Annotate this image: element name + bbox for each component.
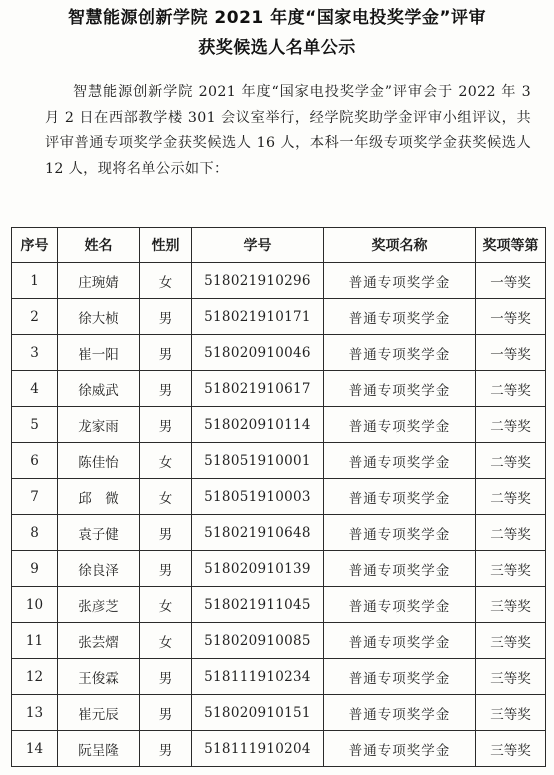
table-row [12,551,546,587]
table-row [12,407,546,443]
cell-index: 12 [12,659,58,695]
cell-name: 崔元辰 [58,695,140,731]
cell-gender: 男 [140,407,192,443]
cell-gender: 男 [140,731,192,767]
cell-award-level: 三等奖 [476,695,546,731]
cell-index: 2 [12,299,58,335]
cell-index: 6 [12,443,58,479]
cell-name: 王俊霖 [58,659,140,695]
cell-gender: 男 [140,371,192,407]
table-row [12,731,546,767]
cell-award-name: 普通专项奖学金 [324,515,476,551]
cell-gender: 女 [140,587,192,623]
header-award-level: 奖项等第 [476,228,546,263]
cell-award-level: 二等奖 [476,443,546,479]
cell-award-level: 二等奖 [476,407,546,443]
cell-award-name: 普通专项奖学金 [324,659,476,695]
table-header-row [12,228,546,263]
cell-award-name: 普通专项奖学金 [324,407,476,443]
cell-award-level: 三等奖 [476,551,546,587]
cell-award-level: 二等奖 [476,371,546,407]
document-subtitle: 获奖候选人名单公示 [198,38,356,58]
cell-award-level: 一等奖 [476,335,546,371]
cell-student-id: 518020910151 [192,695,324,731]
cell-name: 庄琬婧 [58,263,140,299]
cell-gender: 男 [140,695,192,731]
cell-gender: 女 [140,443,192,479]
cell-index: 4 [12,371,58,407]
cell-award-name: 普通专项奖学金 [324,443,476,479]
cell-student-id: 518021910171 [192,299,324,335]
cell-award-name: 普通专项奖学金 [324,695,476,731]
table-row [12,623,546,659]
cell-award-level: 一等奖 [476,263,546,299]
cell-gender: 男 [140,551,192,587]
cell-name: 徐威武 [58,371,140,407]
cell-student-id: 518020910114 [192,407,324,443]
cell-award-name: 普通专项奖学金 [324,299,476,335]
cell-award-level: 三等奖 [476,659,546,695]
cell-award-name: 普通专项奖学金 [324,335,476,371]
table-row [12,443,546,479]
table-row [12,659,546,695]
cell-index: 3 [12,335,58,371]
cell-student-id: 518051910003 [192,479,324,515]
cell-name: 龙家雨 [58,407,140,443]
candidate-table [11,227,546,767]
cell-award-level: 三等奖 [476,731,546,767]
cell-name: 徐大桢 [58,299,140,335]
cell-student-id: 518021910617 [192,371,324,407]
table-row [12,695,546,731]
cell-index: 13 [12,695,58,731]
cell-student-id: 518020910139 [192,551,324,587]
table-row [12,479,546,515]
cell-name: 张彦芝 [58,587,140,623]
table-row [12,335,546,371]
cell-award-name: 普通专项奖学金 [324,587,476,623]
cell-gender: 男 [140,515,192,551]
cell-name: 陈佳怡 [58,443,140,479]
cell-index: 14 [12,731,58,767]
cell-name: 崔一阳 [58,335,140,371]
header-name: 姓名 [58,228,140,263]
cell-name: 张芸熠 [58,623,140,659]
table-row [12,371,546,407]
intro-paragraph: 智慧能源创新学院 2021 年度“国家电投奖学金”评审会于 2022 年 3 月 2 日在西部教学楼 301 会议室举行，经学院奖助学金评审小组评议，共评审普通专项奖学金获奖候选人 16 人，本科一年级专项奖学金获奖候选人 12 人，现将名单公示如下： [45,84,531,177]
cell-student-id: 518021910296 [192,263,324,299]
cell-award-level: 三等奖 [476,587,546,623]
cell-gender: 女 [140,479,192,515]
cell-gender: 女 [140,623,192,659]
table-row [12,299,546,335]
cell-student-id: 518021911045 [192,587,324,623]
cell-student-id: 518051910001 [192,443,324,479]
cell-index: 5 [12,407,58,443]
header-award-name: 奖项名称 [324,228,476,263]
cell-gender: 男 [140,299,192,335]
cell-name: 阮呈隆 [58,731,140,767]
cell-award-level: 二等奖 [476,515,546,551]
header-gender: 性别 [140,228,192,263]
cell-student-id: 518111910234 [192,659,324,695]
cell-award-name: 普通专项奖学金 [324,623,476,659]
cell-index: 8 [12,515,58,551]
cell-name: 徐良泽 [58,551,140,587]
cell-name: 袁子健 [58,515,140,551]
table-row [12,263,546,299]
cell-index: 9 [12,551,58,587]
cell-gender: 女 [140,263,192,299]
cell-gender: 男 [140,335,192,371]
cell-gender: 男 [140,659,192,695]
cell-index: 11 [12,623,58,659]
document-title: 智慧能源创新学院 2021 年度“国家电投奖学金”评审 [68,8,486,28]
table-row [12,587,546,623]
cell-index: 10 [12,587,58,623]
cell-student-id: 518020910046 [192,335,324,371]
header-index: 序号 [12,228,58,263]
cell-award-level: 二等奖 [476,479,546,515]
cell-student-id: 518020910085 [192,623,324,659]
cell-award-name: 普通专项奖学金 [324,479,476,515]
cell-index: 1 [12,263,58,299]
cell-award-level: 一等奖 [476,299,546,335]
header-student-id: 学号 [192,228,324,263]
cell-index: 7 [12,479,58,515]
cell-student-id: 518111910204 [192,731,324,767]
cell-award-name: 普通专项奖学金 [324,731,476,767]
table-body [12,263,546,767]
cell-student-id: 518021910648 [192,515,324,551]
table-row [12,515,546,551]
cell-award-name: 普通专项奖学金 [324,371,476,407]
cell-award-name: 普通专项奖学金 [324,263,476,299]
cell-award-name: 普通专项奖学金 [324,551,476,587]
cell-award-level: 三等奖 [476,623,546,659]
cell-name: 邱 微 [58,479,140,515]
